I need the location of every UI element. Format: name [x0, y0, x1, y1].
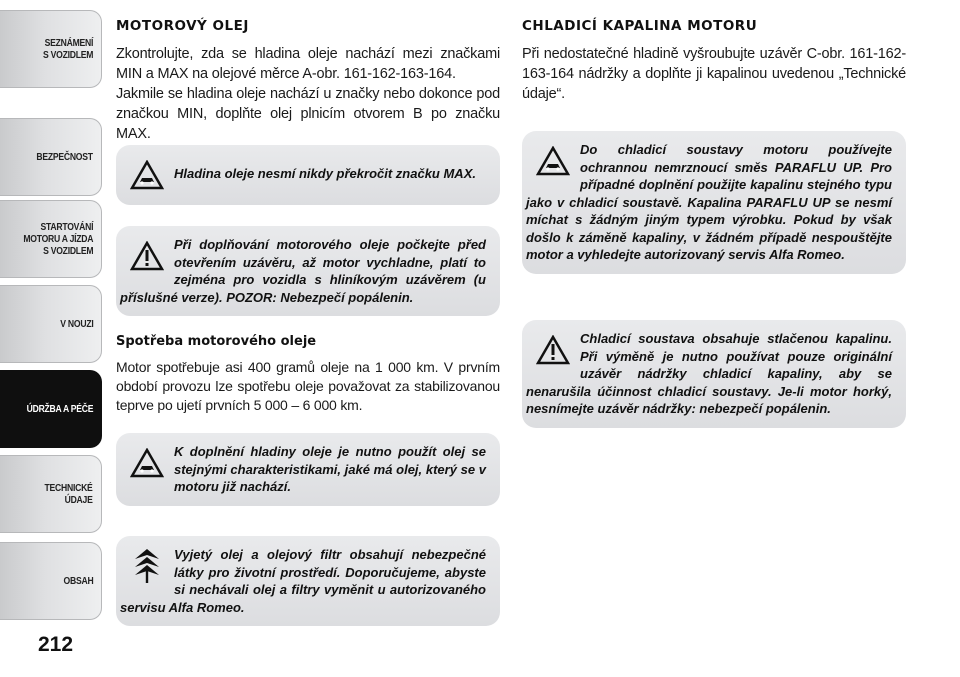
note-oil-type: [116, 433, 500, 506]
note-paraflu: [522, 131, 906, 274]
tab-startovani[interactable]: [0, 200, 102, 278]
section-heading-coolant: CHLADICÍ KAPALINA MOTORU: [522, 18, 758, 34]
car-warning-icon: [526, 141, 580, 181]
tab-label: ÚDRŽBA A PÉČE: [26, 403, 93, 415]
tab-udrzba[interactable]: [0, 370, 102, 448]
tab-obsah[interactable]: [0, 542, 102, 620]
section-heading-engine-oil: MOTOROVÝ OLEJ: [116, 18, 249, 34]
paragraph: Jakmile se hladina oleje nachází u značky nebo dokonce pod značkou MIN, doplňte olej plnicím otvorem B po značku MAX.: [116, 86, 500, 142]
note-environment: [116, 536, 500, 626]
exclamation-warning-icon: [120, 236, 174, 276]
note-text: Vyjetý olej a olejový filtr obsahují nebezpečné látky pro životní prostředí. Doporučujeme, abyste si nechávali olej a filtry vyměnit u autorizovaného servisu Alfa Romeo.: [120, 547, 486, 615]
tab-label: TECHNICKÉ ÚDAJE: [44, 482, 93, 506]
tab-label: STARTOVÁNÍ MOTORU A JÍZDA S VOZIDLEM: [23, 221, 93, 257]
note-text: Hladina oleje nesmí nikdy překročit značku MAX.: [174, 166, 476, 181]
paragraph: Při nedostatečné hladině vyšroubujte uzávěr C-obr. 161-162-163-164 nádržky a doplňte ji kapalinou uvedenou „Technické údaje“.: [522, 46, 906, 102]
tab-seznameni[interactable]: [0, 10, 102, 88]
tab-label: OBSAH: [63, 575, 93, 587]
note-pressurized-coolant: [522, 320, 906, 428]
note-text: Chladicí soustava obsahuje stlačenou kapalinu. Při výměně je nutno používat pouze originální uzávěr nádržky chladicí kapaliny, aby se nenarušila účinnost chladicí soustavy. Je-li motor horký, nesnímejte uzávěr nádržky: nebezpečí popálenin.: [526, 331, 892, 416]
note-text: Do chladicí soustavy motoru používejte ochrannou nemrznoucí směs PARAFLU UP. Pro případné doplnění použijte kapalinu stejného typu jako v chladicí soustavě. Kapalina PARAFLU UP se nesmí míchat s žádným jiným typem výrobku. Pokud by však došlo k záměně kapaliny, v žádném případě nespouštějte motor a vyhledejte autorizovaný servis Alfa Romeo.: [526, 142, 892, 262]
note-text: Při doplňování motorového oleje počkejte před otevřením uzávěru, až motor vychladne, platí to zejména pro vozidla s hliníkovým uzávěrem (u příslušné verze). POZOR: Nebezpečí popálenin.: [120, 237, 486, 305]
tab-technicke-udaje[interactable]: [0, 455, 102, 533]
environment-icon: [120, 546, 174, 586]
left-column: [116, 18, 500, 658]
page-number: 212: [38, 633, 74, 656]
tab-label: SEZNÁMENÍ S VOZIDLEM: [42, 37, 93, 61]
chapter-sidebar: [0, 0, 104, 677]
tab-v-nouzi[interactable]: [0, 285, 102, 363]
exclamation-warning-icon: [526, 330, 580, 370]
tab-label: BEZPEČNOST: [36, 151, 93, 163]
note-hot-engine: [116, 226, 500, 316]
note-text: K doplnění hladiny oleje je nutno použít olej se stejnými charakteristikami, jaké má olej, který se v motoru již nachází.: [174, 444, 486, 494]
car-warning-icon: [120, 443, 174, 483]
paragraph: Zkontrolujte, zda se hladina oleje nachází mezi značkami MIN a MAX na olejové měrce A-obr. 161-162-163-164.: [116, 46, 500, 82]
note-oil-max: [116, 145, 500, 205]
tab-label: V NOUZI: [59, 318, 93, 330]
subheading-oil-consumption: Spotřeba motorového oleje: [116, 334, 317, 349]
right-column: [522, 18, 906, 658]
car-warning-icon: [120, 155, 174, 195]
tab-bezpecnost[interactable]: [0, 118, 102, 196]
paragraph: Motor spotřebuje asi 400 gramů oleje na 1 000 km. V prvním období provozu lze spotřebu oleje považovat za stabilizovanou teprve po ujetí prvních 5 000 – 6 000 km.: [116, 359, 500, 413]
